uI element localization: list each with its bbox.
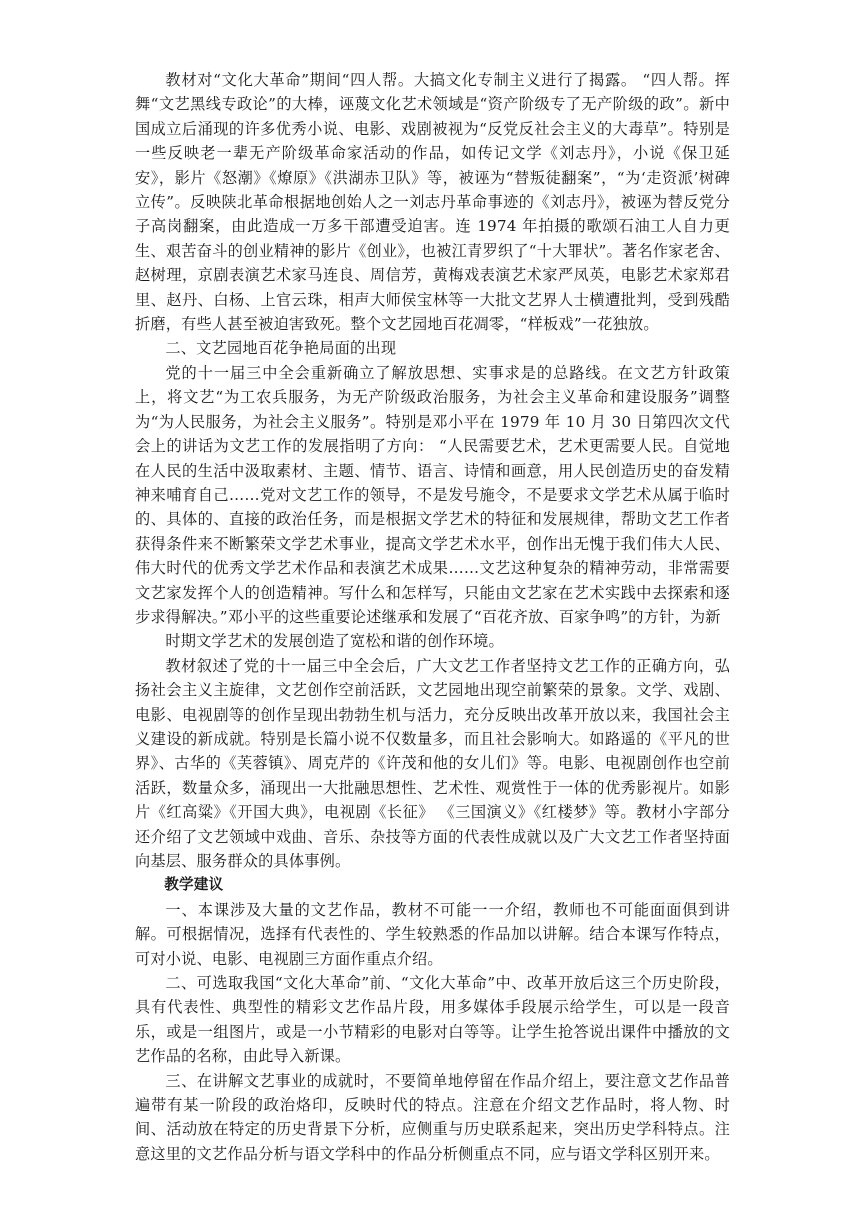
section-heading-flourishing: 二、文艺园地百花争艳局面的出现	[165, 339, 397, 358]
suggestion-two: 二、可选取我国“文化大革命”前、“文化大革命”中、改革开放后这三个历史阶段，具有代表性、典型性的精彩文艺作品片段，用多媒体手段展示给学生，可以是一段音乐，或是一组图片，或是一小节精彩的电影对白等等。让学生抢答说出课件中播放的文艺作品的名称，由此导入新课。	[135, 974, 730, 1066]
paragraph-cultural-revolution: 教材对“文化大革命”期间“四人帮。大搞文化专制主义进行了揭露。 “四人帮。挥舞“文艺黑线专政论”的大棒，诬蔑文化艺术领域是“资产阶级专了无产阶级的政”。新中国成立后涌现的许多优秀小说、电影、戏剧被视为“反党反社会主义的大毒草”。特别是一些反映老一辈无产阶级革命家活动的作品，如传记文学《刘志丹》，小说《保卫延安》，影片《怒潮》《燎原》《洪湖赤卫队》等，被诬为“替叛徒翻案”，“为‘走资派’树碑立传”。反映陕北革命根据地创始人之一刘志丹革命事迹的《刘志丹》，被诬为替反党分子高岗翻案，由此造成一万多干部遭受迫害。连 1974 年拍摄的歌颂石油工人自力更生、艰苦奋斗的创业精神的影片《创业》，也被江青罗织了“十大罪状”。著名作家老舍、赵树理，京剧表演艺术家马连良、周信芳，黄梅戏表演艺术家严凤英，电影艺术家郑君里、赵丹、白杨、上官云珠，相声大师侯宝林等一大批文艺界人士横遭批判，受到残酷折磨，有些人甚至被迫害致死。整个文艺园地百花凋零，“样板戏”一花独放。	[135, 71, 730, 334]
paragraph-achievements: 教材叙述了党的十一届三中全会后，广大文艺工作者坚持文艺工作的正确方向，弘扬社会主义主旋律，文艺创作空前活跃，文艺园地出现空前繁荣的景象。文学、戏剧、电影、电视剧等的创作呈现出勃勃生机与活力，充分反映出改革开放以来，我国社会主义建设的新成就。特别是长篇小说不仅数量多，而且社会影响大。如路遥的《平凡的世界》、古华的《芙蓉镇》、周克芹的《许茂和他的女儿们》等。电影、电视剧创作也空前活跃，数量众多，涌现出一大批融思想性、艺术性、观赏性于一体的优秀影视片。如影片《红高粱》《开国大典》，电视剧《长征》 《三国演义》《红楼梦》等。教材小字部分还介绍了文艺领域中戏曲、音乐、杂技等方面的代表性成就以及广大文艺工作者坚持面向基层、服务群众的具体事例。	[135, 656, 730, 870]
teaching-suggestions-heading: 教学建议	[164, 876, 224, 894]
suggestion-one: 一、本课涉及大量的文艺作品，教材不可能一一介绍，教师也不可能面面俱到讲解。可根据情况，选择有代表性的、学生较熟悉的作品加以讲解。结合本课写作特点，可对小说、电影、电视剧三方面作重点介绍。	[135, 900, 730, 968]
suggestion-three: 三、在讲解文艺事业的成就时，不要简单地停留在作品介绍上，要注意文艺作品普遍带有某一阶段的政治烙印，反映时代的特点。注意在介绍文艺作品时，将人物、时间、活动放在特定的历史背景下分析，应侧重与历史联系起来，突出历史学科特点。注意这里的文艺作品分析与语文学科中的作品分析侧重点不同，应与语文学科区别开来。	[135, 1071, 730, 1163]
paragraph-third-plenum: 党的十一届三中全会重新确立了解放思想、实事求是的总路线。在文艺方针政策上，将文艺“为工农兵服务，为无产阶级政治服务，为社会主义革命和建设服务”调整为“为人民服务，为社会主义服务”。特别是邓小平在 1979 年 10 月 30 日第四次文代会上的讲话为文艺工作的发展指明了方向： “人民需要艺术，艺术更需要人民。自觉地在人民的生活中汲取素材、主题、情节、语言、诗情和画意，用人民创造历史的奋发精神来哺育自己……党对文艺工作的领导，不是发号施令，不是要求文学艺术从属于临时的、具体的、直接的政治任务，而是根据文学艺术的特征和发展规律，帮助文艺工作者获得条件来不断繁荣文学艺术事业，提高文学艺术水平，创作出无愧于我们伟大人民、伟大时代的优秀文学艺术作品和表演艺术成果……文艺这种复杂的精神劳动，非常需要文艺家发挥个人的创造精神。写什么和怎样写，只能由文艺家在艺术实践中去探索和逐步求得解决。”邓小平的这些重要论述继承和发展了“百花齐放、百家争鸣”的方针，为新	[135, 363, 730, 626]
document-page	[135, 68, 730, 1166]
paragraph-creative-environment: 时期文学艺术的发展创造了宽松和谐的创作环境。	[165, 632, 504, 651]
